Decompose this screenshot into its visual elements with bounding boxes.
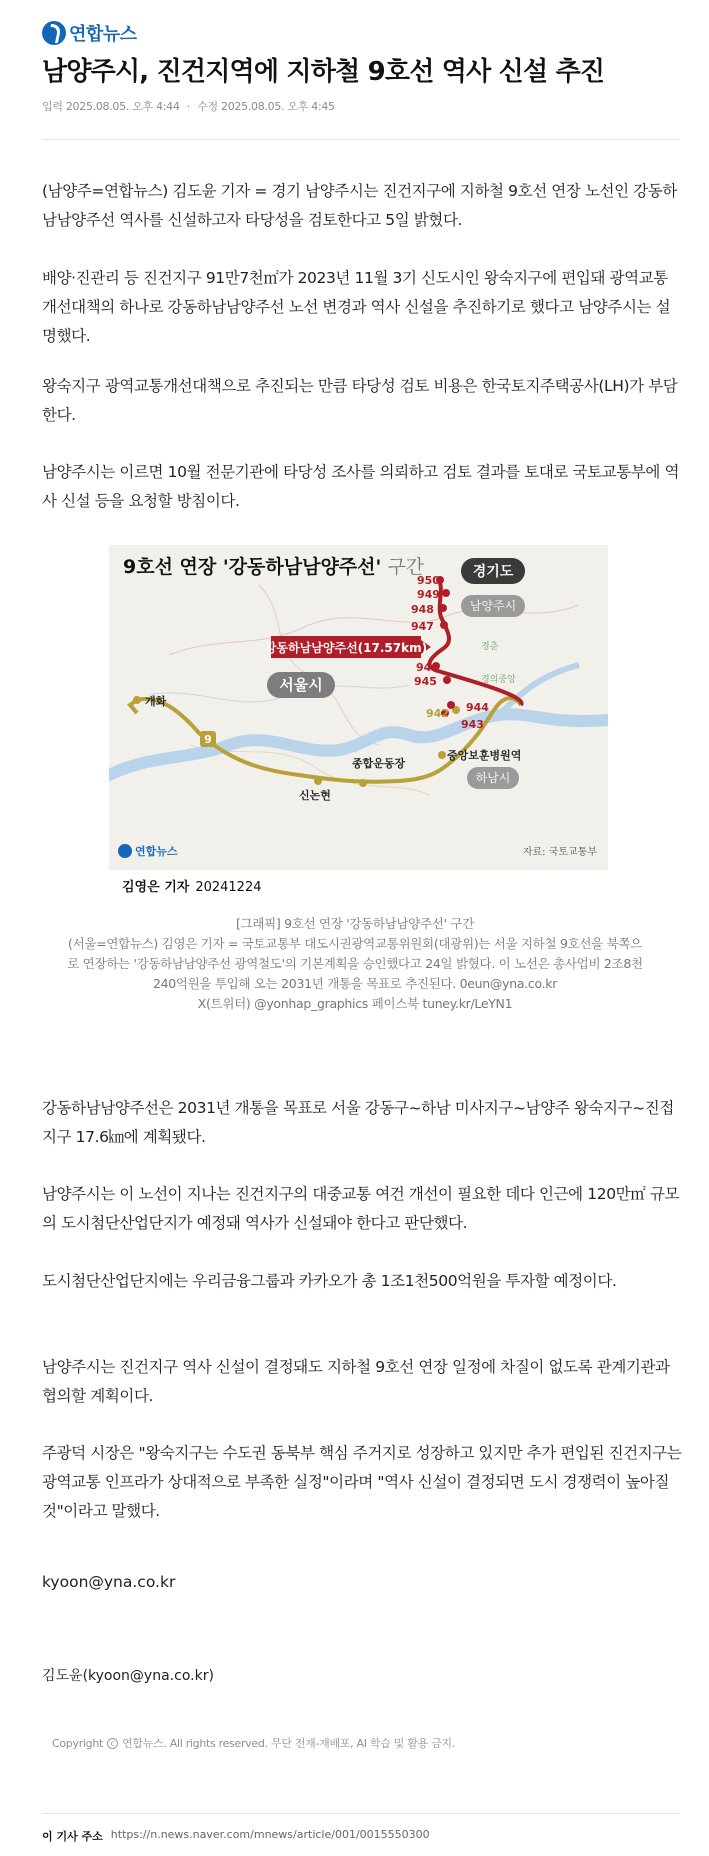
paragraph-3: 왕숙지구 광역교통개선대책으로 추진되는 만큼 타당성 검토 비용은 한국토지주택공사(LH)가 부담한다. (42, 377, 678, 424)
station-gaehwa-label: 개화 (145, 695, 167, 708)
graphic-watermark: 연합뉴스 (135, 845, 178, 858)
paragraph-4: 남양주시는 이르면 10월 전문기관에 타당성 조사를 의뢰하고 검토 결과를 토대로 국토교통부에 역사 신설 등을 요청할 방침이다. (42, 463, 680, 510)
station-948-marker (439, 604, 447, 612)
caption-body: (서울=연합뉴스) 김영은 기자 = 국토교통부 대도시권광역교통위원회(대광위)는 서울 지하철 9호선을 북쪽으로 연장하는 '강동하남남양주선 광역철도'의 기본계획을 승인했다고 24일 밝혔다. 이 노선은 총사업비 2조8천240억원을 투입해 오는 2031년 개통을 목표로 추진된다. 0eun@yna.co.kr (67, 936, 643, 991)
gyeonggi-label: 경기도 (472, 564, 514, 580)
address-label: 이 기사 주소 (42, 1830, 103, 1843)
gyeongchun-line-label: 경춘 (481, 642, 499, 652)
published-date: 입력 2025.08.05. 오후 4:44 (42, 100, 180, 113)
paragraph-8: 남양주시는 진건지구 역사 신설이 결정돼도 지하철 9호선 연장 일정에 차질이 없도록 관계기관과 협의할 계획이다. (42, 1358, 670, 1405)
photo-date: 20241224 (195, 880, 262, 895)
gyeongui-jungang-line-label: 경의중앙 (481, 675, 516, 685)
copyright-prefix: Copyright (52, 1736, 104, 1750)
updated-date: 수정 2025.08.05. 오후 4:45 (197, 100, 335, 113)
article-address (42, 1828, 430, 1844)
photo-author: 김영은 기자 (122, 880, 190, 895)
line-9-badge-text: 9 (204, 733, 212, 746)
station-sinnonhyeon-marker (314, 777, 322, 785)
namyangju-label: 남양주시 (469, 599, 517, 613)
station-948-label: 948 (411, 603, 434, 616)
copyright-notice (52, 1735, 455, 1751)
paragraph-9: 주광덕 시장은 "왕숙지구는 수도권 동북부 핵심 주거지로 성장하고 있지만 추가 편입된 진건지구는 광역교통 인프라가 상대적으로 부족한 실정"이라며 "역사 신설이 결정되면 도시 경쟁력이 높아질 것"이라고 말했다. (42, 1444, 682, 1520)
article-dates (42, 98, 335, 114)
route-map-svg (109, 545, 608, 870)
paragraph-2: 배양·진관리 등 진건지구 91만7천㎡가 2023년 11월 3기 신도시인 왕숙지구에 편입돼 광역교통개선대책의 하나로 강동하남남양주선 노선 변경과 역사 신설을 추진하기로 했다고 남양주시는 설명했다. (42, 269, 671, 345)
copyright-icon: c (107, 1738, 118, 1749)
route-map-graphic[interactable] (109, 545, 608, 870)
yonhap-logo-icon (42, 21, 66, 45)
hanam-label: 하남시 (475, 771, 511, 785)
station-veterans-hospital-marker (438, 751, 446, 759)
paragraph-7: 도시첨단산업단지에는 우리금융그룹과 카카오가 총 1조1천500억원을 투자할 예정이다. (42, 1272, 617, 1290)
station-sports-complex-marker (359, 779, 367, 787)
station-944-label: 944 (466, 701, 489, 714)
paragraph-5: 강동하남남양주선은 2031년 개통을 목표로 서울 강동구~하남 미사지구~남양주 왕숙지구~진접지구 17.6㎞에 계획됐다. (42, 1099, 674, 1146)
header-divider (42, 139, 680, 140)
paragraph-6: 남양주시는 이 노선이 지나는 진건지구의 대중교통 여건 개선이 필요한 데다 인근에 120만㎡ 규모의 도시첨단산업단지가 예정돼 역사가 신설돼야 한다고 판단했다. (42, 1185, 680, 1232)
address-url[interactable]: https://n.news.naver.com/mnews/article/001/0015550300 (110, 1828, 430, 1841)
station-945-label: 945 (414, 675, 437, 688)
station-sinnonhyeon-label: 신논현 (299, 789, 331, 802)
photo-credit (122, 876, 262, 895)
station-943-label: 943 (461, 718, 484, 731)
caption-social: X(트위터) @yonhap_graphics 페이스북 tuney.kr/LeYN1 (197, 996, 513, 1011)
article-title: 남양주시, 진건지역에 지하철 9호선 역사 신설 추진 (42, 57, 605, 87)
logo-text: 연합뉴스 (69, 24, 137, 45)
station-946-label: 946 (416, 661, 439, 674)
yonhap-logo[interactable] (42, 20, 137, 46)
map-background (109, 545, 608, 870)
station-949-marker (442, 589, 450, 597)
graphic-title: 9호선 연장 '강동하남남양주선' 구간 (123, 556, 425, 578)
station-gaehwa-marker (133, 696, 141, 704)
image-caption (65, 914, 645, 1014)
station-945-marker (443, 676, 451, 684)
caption-title: [그래픽] 9호선 연장 '강동하남남양주선' 구간 (236, 916, 474, 931)
date-separator: · (186, 100, 190, 113)
route-label-text: 강동하남남양주선(17.57km) (264, 641, 428, 655)
station-sports-complex-label: 종합운동장 (352, 757, 406, 770)
reporter-email[interactable]: kyoon@yna.co.kr (42, 1573, 176, 1591)
station-veterans-hospital-label: 중앙보훈병원역 (447, 749, 522, 762)
copyright-text: 연합뉴스. All rights reserved. 무단 전재-재배포, AI 학습 및 활용 금지. (122, 1737, 455, 1750)
station-942-label: 942 (426, 707, 449, 720)
station-947-label: 947 (411, 620, 434, 633)
watermark-logo-icon (118, 844, 132, 858)
station-949-label: 949 (417, 588, 440, 601)
reporter-byline[interactable]: 김도윤(kyoon@yna.co.kr) (42, 1668, 214, 1684)
station-950-label: 950 (417, 574, 440, 587)
graphic-source: 자료: 국토교통부 (522, 847, 597, 858)
footer-divider (42, 1813, 680, 1814)
paragraph-1: (남양주=연합뉴스) 김도윤 기자 = 경기 남양주시는 진건지구에 지하철 9호선 연장 노선인 강동하남남양주선 역사를 신설하고자 타당성을 검토한다고 5일 밝혔다. (42, 182, 677, 229)
seoul-label: 서울시 (279, 676, 323, 694)
station-947-marker (440, 621, 448, 629)
